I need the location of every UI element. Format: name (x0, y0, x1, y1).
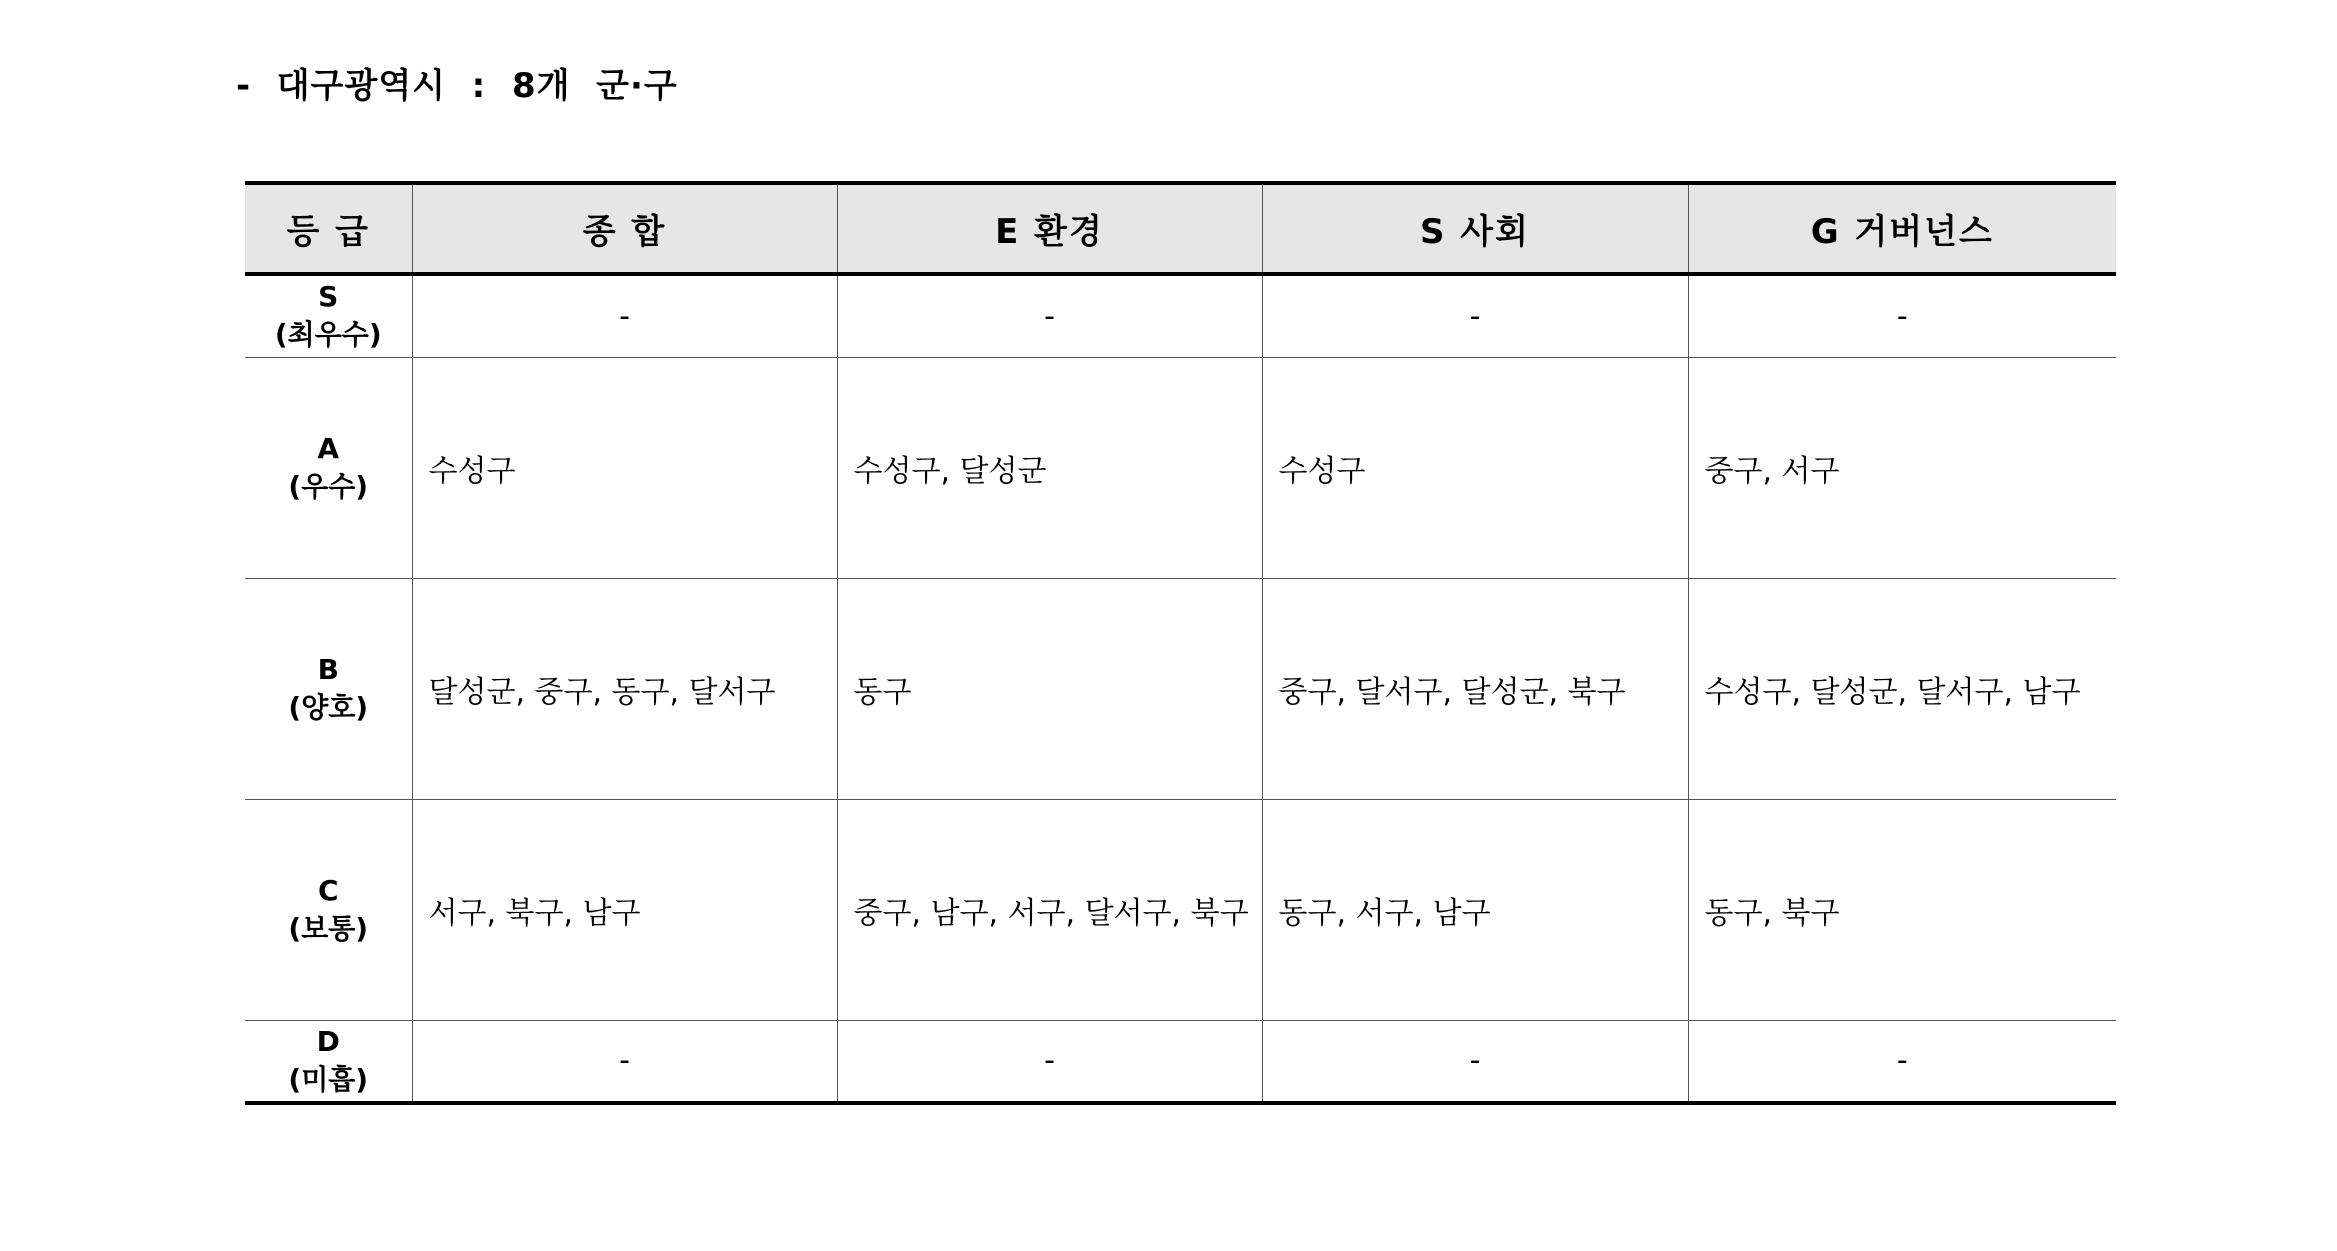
grade-table (245, 181, 2116, 1105)
cell-environment: 동구 (837, 578, 1262, 799)
cell-overall: 수성구 (412, 357, 837, 578)
grade-cell (245, 274, 412, 357)
table-row-grade-s (245, 274, 2116, 357)
header-environment: E 환경 (837, 183, 1262, 274)
grade-label: (양호) (288, 690, 369, 724)
header-governance: G 거버넌스 (1688, 183, 2116, 274)
cell-overall: 서구, 북구, 남구 (412, 799, 837, 1020)
cell-environment: - (837, 1020, 1262, 1103)
header-grade: 등 급 (245, 183, 412, 274)
cell-overall: 달성군, 중구, 동구, 달서구 (412, 578, 837, 799)
table-row-grade-c (245, 799, 2116, 1020)
grade-cell (245, 578, 412, 799)
cell-governance: 동구, 북구 (1688, 799, 2116, 1020)
cell-governance: - (1688, 274, 2116, 357)
table-body (245, 274, 2116, 1103)
cell-governance: 중구, 서구 (1688, 357, 2116, 578)
header-overall: 종 합 (412, 183, 837, 274)
grade-label: (미흡) (288, 1062, 369, 1096)
cell-environment: - (837, 274, 1262, 357)
grade-letter: S (318, 280, 339, 314)
cell-social: - (1262, 274, 1688, 357)
cell-environment: 중구, 남구, 서구, 달서구, 북구 (837, 799, 1262, 1020)
cell-social: 동구, 서구, 남구 (1262, 799, 1688, 1020)
table-row-grade-d (245, 1020, 2116, 1103)
cell-governance: 수성구, 달성군, 달서구, 남구 (1688, 578, 2116, 799)
cell-overall: - (412, 1020, 837, 1103)
grade-letter: A (317, 431, 340, 465)
header-social: S 사회 (1262, 183, 1688, 274)
cell-social: 수성구 (1262, 357, 1688, 578)
grade-cell (245, 1020, 412, 1103)
table-row-grade-b (245, 578, 2116, 799)
grade-label: (보통) (288, 911, 369, 945)
table-row-grade-a (245, 357, 2116, 578)
cell-social: 중구, 달서구, 달성군, 북구 (1262, 578, 1688, 799)
grade-letter: C (317, 873, 339, 907)
grade-cell (245, 357, 412, 578)
grade-cell (245, 799, 412, 1020)
page-heading: - 대구광역시 : 8개 군·구 (236, 66, 678, 106)
cell-social: - (1262, 1020, 1688, 1103)
cell-overall: - (412, 274, 837, 357)
grade-label: (최우수) (274, 318, 382, 352)
cell-environment: 수성구, 달성군 (837, 357, 1262, 578)
grade-letter: B (317, 652, 339, 686)
table-header-row (245, 183, 2116, 274)
cell-governance: - (1688, 1020, 2116, 1103)
grade-label: (우수) (288, 469, 369, 503)
grade-letter: D (316, 1024, 340, 1058)
